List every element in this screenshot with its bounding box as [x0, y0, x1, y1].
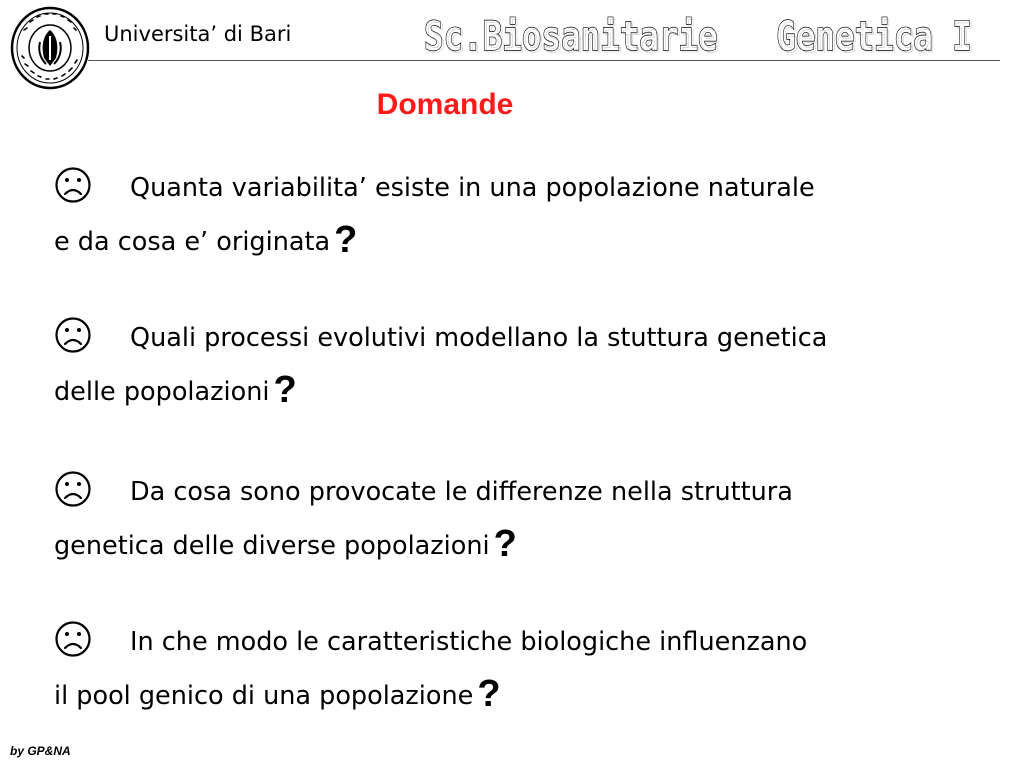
question-text-line1: Da cosa sono provocate le differenze nella struttura [130, 477, 793, 507]
frown-face-icon [54, 620, 92, 658]
course-title-text: Sc.Biosanitarie Genetica I [424, 14, 972, 60]
question-text-line1: Quali processi evolutivi modellano la stuttura genetica [130, 323, 828, 353]
question-item [54, 466, 999, 570]
author-credit: by GP&NA [10, 744, 71, 758]
question-mark: ? [477, 673, 501, 715]
question-text-line1: In che modo le caratteristiche biologiche influenzano [130, 627, 808, 657]
question-mark: ? [493, 523, 517, 565]
frown-face-icon [54, 470, 92, 508]
frown-face-icon [54, 166, 92, 204]
question-item [54, 312, 999, 416]
question-text-line2: il pool genico di una popolazione [54, 681, 474, 711]
question-text-line2: genetica delle diverse popolazioni [54, 531, 490, 561]
question-mark: ? [334, 219, 358, 261]
header-divider [88, 60, 1000, 61]
course-title-shadow: Sc.Biosanitarie Genetica I [426, 16, 974, 62]
question-mark: ? [273, 369, 297, 411]
question-text-line2: e da cosa e’ originata [54, 227, 331, 257]
university-seal-icon [10, 6, 90, 90]
frown-face-icon [54, 316, 92, 354]
question-text-line1: Quanta variabilita’ esiste in una popolazione naturale [130, 173, 815, 203]
question-item [54, 162, 999, 266]
question-item [54, 616, 999, 720]
university-name: Universita’ di Bari [104, 22, 292, 46]
page-title: Domande [376, 88, 514, 121]
course-title [420, 6, 980, 62]
question-text-line2: delle popolazioni [54, 377, 270, 407]
